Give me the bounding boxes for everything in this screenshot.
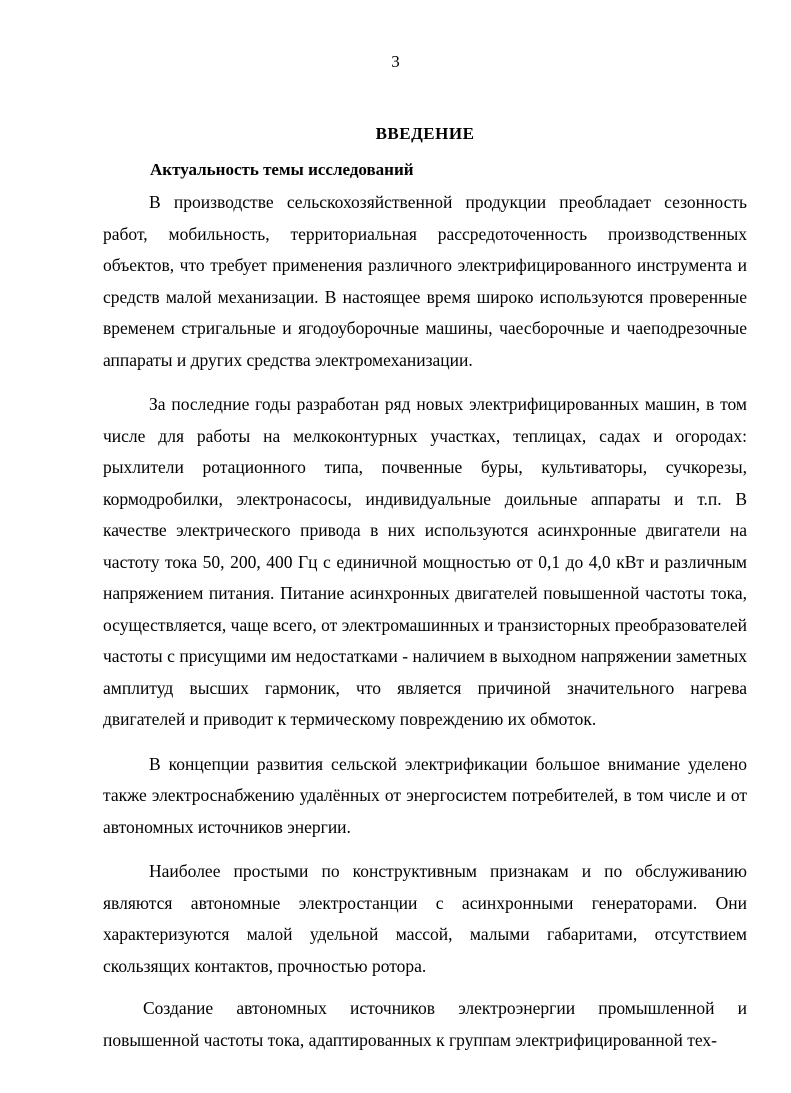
section-title: ВВЕДЕНИЕ	[375, 124, 475, 143]
section-subtitle: Актуальность темы исследований	[150, 160, 414, 179]
paragraph-4: Наиболее простыми по конструктивным признакам и по обслуживанию являются автономные электростанции с асинхронными генераторами. Они характеризуются малой удельной массой, малыми габаритами, отсутствием скользящих контактов, прочностью ротора.	[103, 861, 747, 976]
paragraph-1: В производстве сельскохозяйственной продукции преобладает сезонность работ, мобильность, территориальная рассредоточенность производственных объектов, что требует применения различного электрифицированного инструмента и средств малой механизации. В настоящее время широко используются проверенные временем стригальные и ягодоуборочные машины, чаесборочные и чаеподрезочные аппараты и других средства электромеханизации.	[103, 192, 747, 370]
paragraph-3: В концепции развития сельской электрификации большое внимание уделено также электроснабжению удалённых от энергосистем потребителей, в том числе и от автономных источников энергии.	[103, 753, 747, 837]
paragraph-2: За последние годы разработан ряд новых электрифицированных машин, в том числе для работы на мелкоконтурных участках, теплицах, садах и огородах: рыхлители ротационного типа, почвенные буры, культиваторы, сучкорезы, кормодробилки, электронасосы, индивидуальные доильные аппараты и т.п. В качестве электрического привода в них используются асинхронные двигатели на частоту тока 50, 200, 400 Гц с единичной мощностью от 0,1 до 4,0 кВт и различным напряжением питания. Питание асинхронных двигателей повышенной частоты тока, осуществляется, чаще всего, от электромашинных и транзисторных преобразователей частоты с присущими им недостатками - наличием в выходном напряжении заметных амплитуд высших гармоник, что является причиной значительного нагрева двигателей и приводит к термическому повреждению их обмоток.	[103, 394, 747, 729]
page-number: 3	[391, 52, 400, 71]
body-text	[103, 187, 747, 1056]
paragraph-5: Создание автономных источников электроэнергии промышленной и повышенной частоты тока, адаптированных к группам электрифицированной тех-	[103, 998, 747, 1050]
